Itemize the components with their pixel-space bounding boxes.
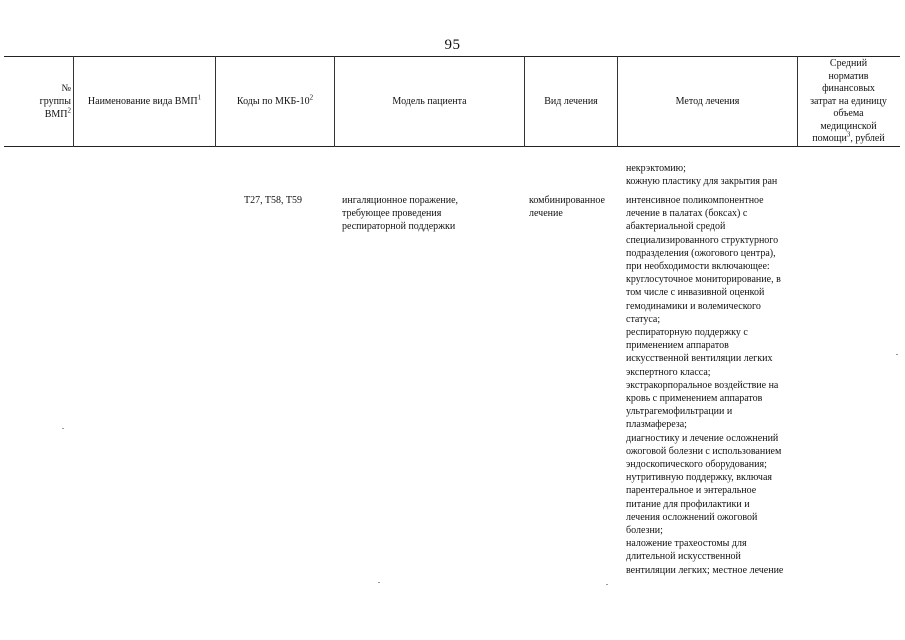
text-line: ингаляционное поражение, — [342, 195, 459, 206]
header-group-line: группы — [39, 96, 71, 107]
header-cost — [797, 56, 900, 147]
text-line: кровь с применением аппаратов — [626, 393, 763, 405]
text-line: статуса; — [626, 313, 661, 325]
scan-speck — [896, 354, 898, 355]
text-line: лечение — [529, 208, 563, 220]
footnote-marker: 1 — [197, 93, 202, 102]
text-line: парентеральное и энтеральное — [626, 485, 757, 497]
text-line: лечение в палатах (боксах) с — [626, 208, 748, 220]
header-cost-tail: , рублей — [850, 133, 885, 144]
text-line: подразделения (ожогового центра), — [626, 247, 776, 259]
row-treatment-type — [529, 194, 605, 220]
text-line: T27, T58, T59 — [244, 195, 302, 206]
text-line: применением аппаратов — [626, 340, 729, 352]
header-cost-line: Средний — [829, 58, 868, 69]
text-line: ультрагемофильтрации и — [626, 406, 733, 418]
scan-speck — [606, 584, 608, 585]
header-name-label: Наименование вида ВМП — [87, 96, 198, 107]
header-cost-line: объема — [833, 108, 864, 119]
text-line: респираторную поддержку с — [626, 327, 748, 339]
footnote-marker: 2 — [67, 106, 71, 115]
text-line: питание для профилактики и — [626, 498, 750, 510]
row-method — [626, 194, 783, 577]
text-line: требующее проведения — [342, 208, 442, 220]
row-model — [342, 194, 458, 234]
text-line: некрэктомию; — [626, 163, 686, 174]
text-line: нутритивную поддержку, включая — [626, 472, 772, 484]
text-line: вентиляции легких; местное лечение — [626, 564, 784, 576]
text-line: искусственной вентиляции легких — [626, 353, 773, 365]
text-line: том числе с инвазивной оценкой — [626, 287, 765, 299]
header-model-label: Модель пациента — [392, 96, 467, 107]
header-cost-line: медицинской — [820, 120, 877, 132]
page-number: 95 — [444, 37, 461, 53]
scan-speck — [62, 428, 64, 429]
header-group-line: № — [61, 83, 71, 94]
text-line: интенсивное поликомпонентное — [626, 195, 764, 206]
row-codes — [244, 194, 302, 207]
text-line: длительной искусственной — [626, 551, 741, 563]
text-line: диагностику и лечение осложнений — [626, 432, 779, 444]
header-cost-line: финансовых — [822, 83, 875, 94]
header-method-label: Метод лечения — [675, 96, 740, 107]
header-treatment-type — [525, 56, 617, 147]
header-group-number — [4, 56, 73, 147]
text-line: наложение трахеостомы для — [626, 538, 747, 550]
scan-speck — [378, 582, 380, 583]
text-line: плазмафереза; — [626, 419, 687, 431]
text-line: эндоскопического оборудования; — [626, 459, 767, 471]
header-cost-line: затрат на единицу — [810, 95, 887, 107]
text-line: круглосуточное мониторирование, в — [626, 274, 781, 286]
text-line: лечения осложнений ожоговой — [626, 511, 758, 523]
text-line: гемодинамики и волемического — [626, 300, 761, 312]
header-group-line: ВМП — [44, 109, 68, 120]
text-line: кожную пластику для закрытия ран — [626, 176, 778, 188]
text-line: экстракорпоральное воздействие на — [626, 379, 779, 391]
text-line: ожоговой болезни с использованием — [626, 445, 782, 457]
header-cost-line: помощи — [812, 133, 847, 144]
header-name — [74, 56, 215, 147]
footnote-marker: 2 — [309, 93, 314, 102]
text-line: специализированного структурного — [626, 234, 779, 246]
footnote-marker: 3 — [846, 130, 851, 139]
header-treatment-type-label: Вид лечения — [544, 96, 598, 107]
header-method — [618, 56, 797, 147]
text-line: абактериальной средой — [626, 221, 726, 233]
text-line: комбинированное — [529, 195, 605, 206]
header-codes-label: Коды по МКБ-10 — [236, 96, 310, 107]
header-cost-line: норматив — [828, 70, 869, 82]
text-line: экспертного класса; — [626, 366, 711, 378]
method-continuation — [626, 162, 777, 188]
header-codes — [216, 56, 334, 147]
header-model — [335, 56, 524, 147]
text-line: респираторной поддержки — [342, 221, 456, 233]
text-line: болезни; — [626, 525, 663, 537]
text-line: при необходимости включающее: — [626, 261, 770, 273]
